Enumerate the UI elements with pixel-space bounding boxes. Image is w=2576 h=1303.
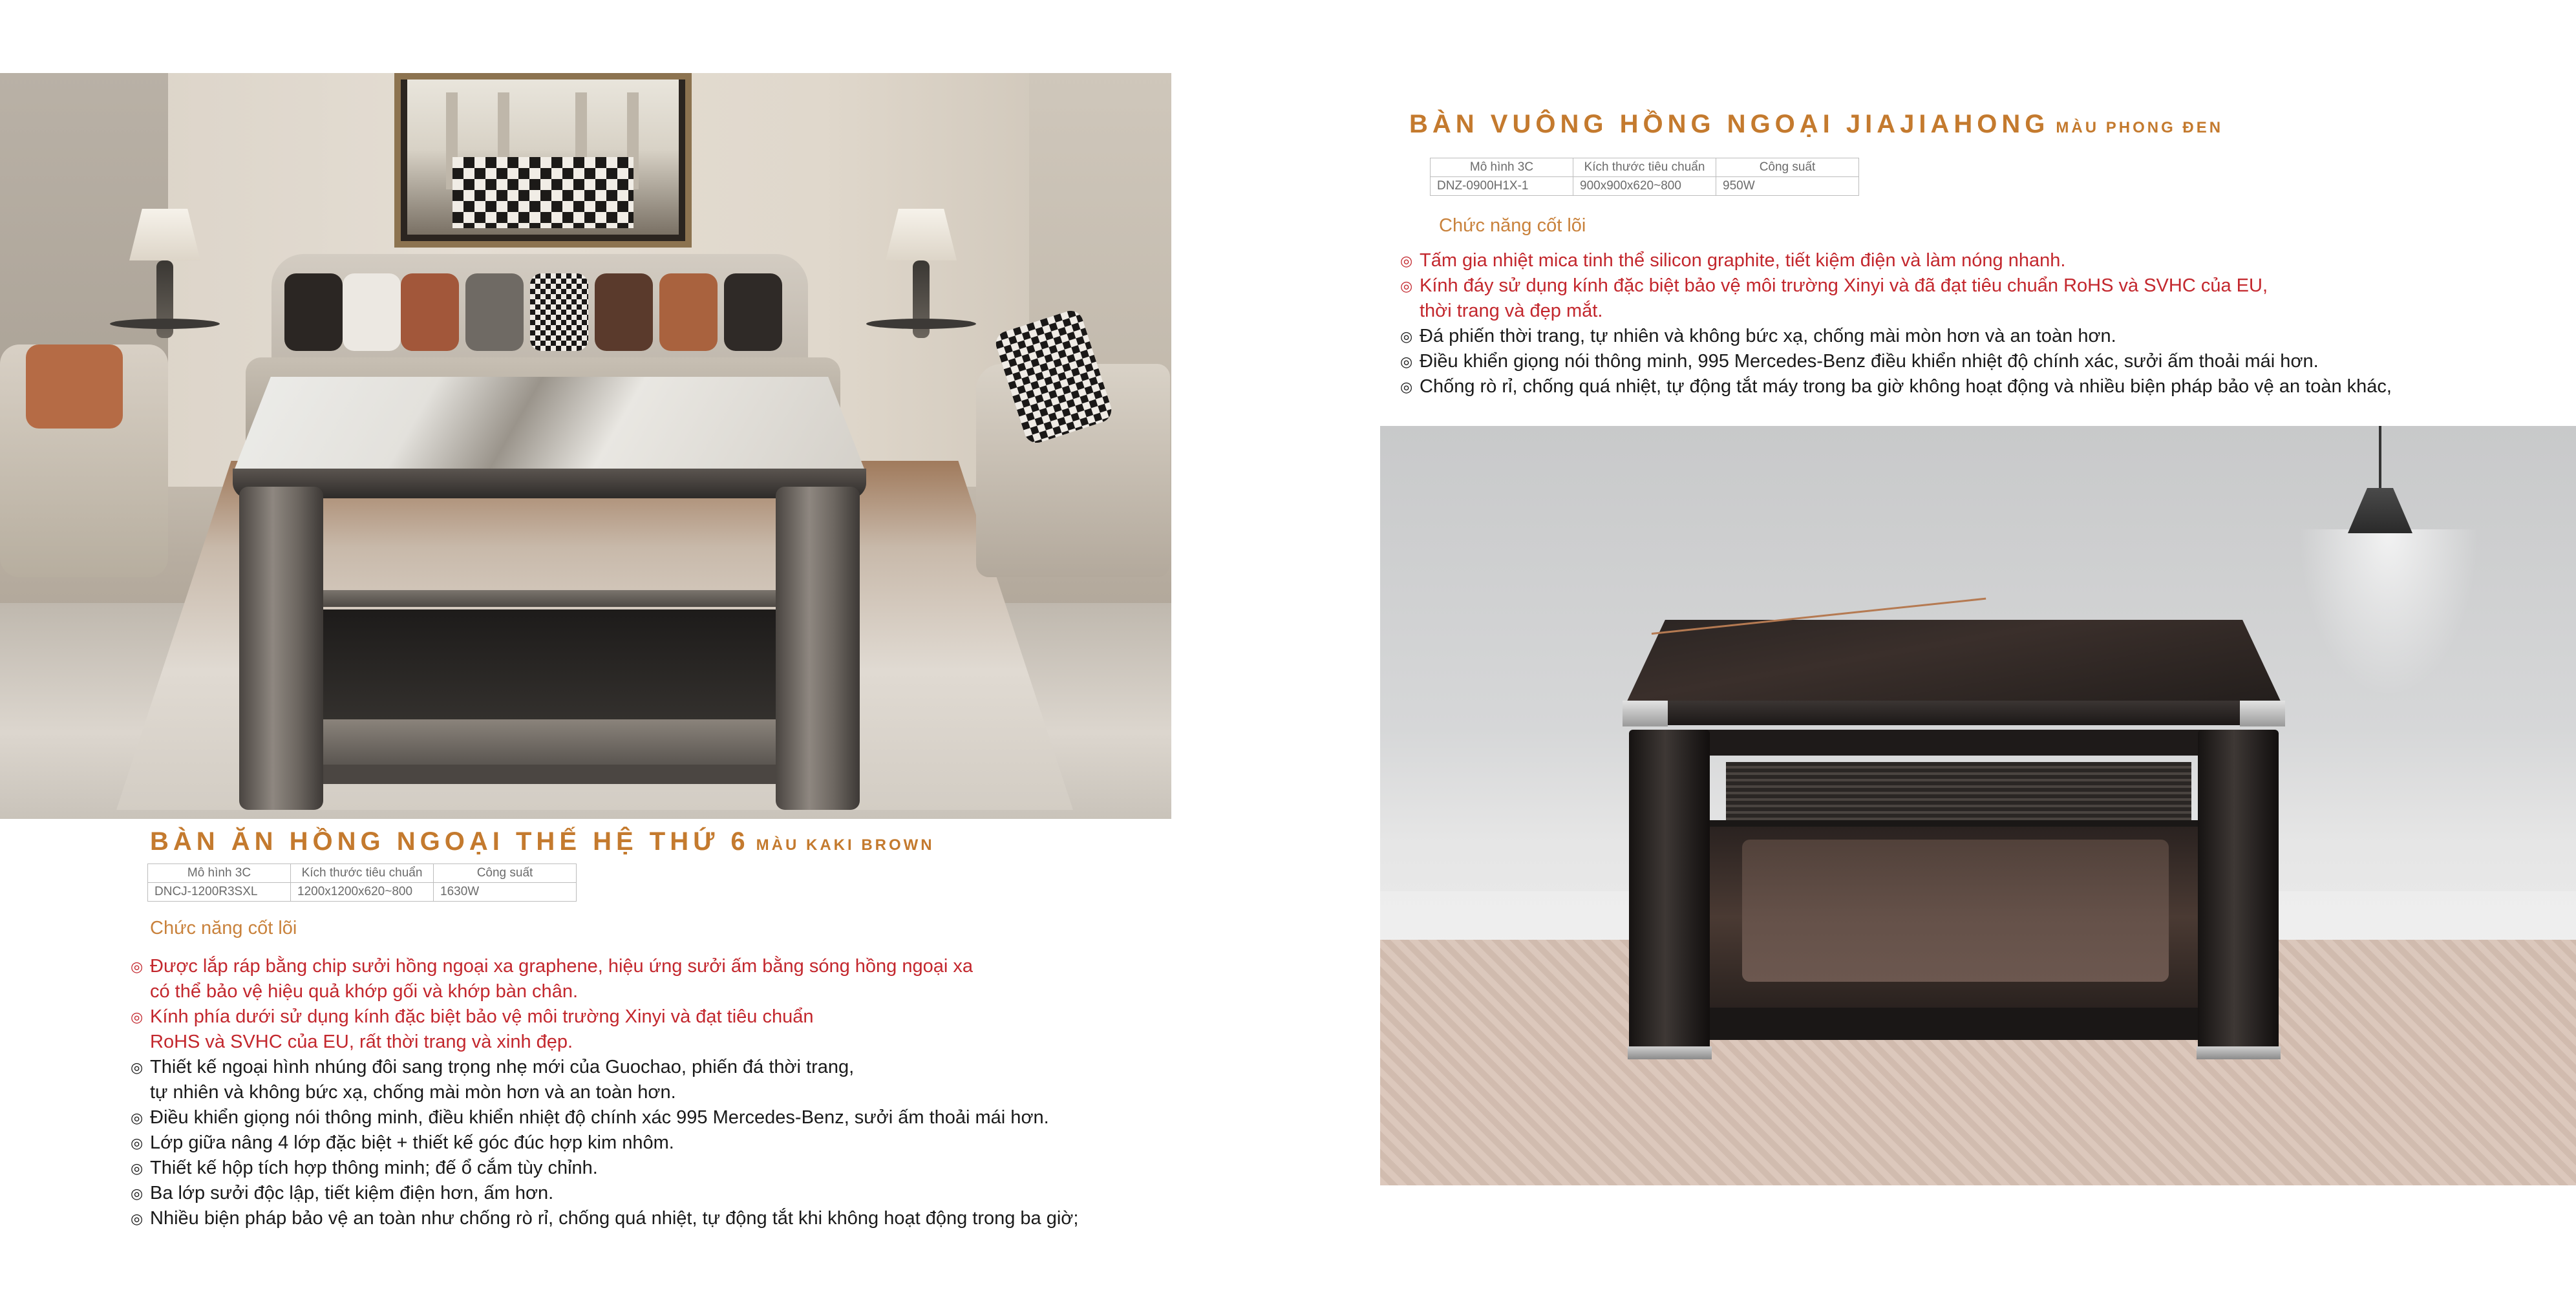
sofa-pillow <box>284 273 343 351</box>
table-rim <box>1623 701 2285 725</box>
left-feature-list <box>131 954 1078 1231</box>
lamp-light-glow <box>2298 529 2479 697</box>
sofa-pillow <box>595 273 653 351</box>
table-leg-left <box>1629 730 1710 1053</box>
right-title-main: BÀN VUÔNG HỒNG NGOẠI JIAJIAHONG <box>1409 110 2050 138</box>
spec-value-row <box>148 883 577 902</box>
table-leg-cap <box>2197 1046 2281 1059</box>
studio-product-photo <box>1380 426 2576 1185</box>
feature-item: ◎ Điều khiển giọng nói thông minh, 995 Mercedes-Benz điều khiển nhiệt độ chính xác, sưởi ấm thoải mái hơn. <box>1400 349 2392 374</box>
table-marble-top <box>233 377 866 474</box>
feature-item: ◎ Thiết kế ngoại hình nhúng đôi sang trọng nhẹ mới của Guochao, phiến đá thời trang, <box>131 1055 1078 1080</box>
table-shelf <box>310 590 789 607</box>
side-table-right <box>866 319 976 329</box>
feature-item: ◎ Kính đáy sử dụng kính đặc biệt bảo vệ môi trường Xinyi và đã đạt tiêu chuẩn RoHS và SVHC của EU, <box>1400 273 2392 299</box>
pendant-lamp <box>2348 488 2412 533</box>
feature-item: ◎ Tấm gia nhiệt mica tinh thể silicon graphite, tiết kiệm điện và làm nóng nhanh. <box>1400 248 2392 273</box>
spec-header-row <box>148 864 577 883</box>
spec-value-model: DNZ-0900H1X-1 <box>1431 177 1573 196</box>
right-spec-table <box>1430 158 1859 196</box>
table-glass-panel <box>310 609 789 719</box>
feature-item: ◎ Điều khiển giọng nói thông minh, điều khiển nhiệt độ chính xác 995 Mercedes-Benz, sưởi ấm thoải mái hơn. <box>131 1105 1078 1130</box>
right-product-title <box>1409 110 2223 139</box>
table-bottom-frame <box>310 719 789 765</box>
spec-header-size: Kích thước tiêu chuẩn <box>291 864 434 883</box>
feature-item-continued: có thể bảo vệ hiệu quả khớp gối và khớp bàn chân. <box>150 981 579 1002</box>
spec-header-power: Công suất <box>434 864 577 883</box>
left-title-color: MÀU KAKI BROWN <box>756 836 935 854</box>
left-title-main: BÀN ĂN HỒNG NGOẠI THẾ HỆ THỨ 6 <box>150 827 750 856</box>
spec-header-model: Mô hình 3C <box>148 864 291 883</box>
spec-value-power: 950W <box>1716 177 1859 196</box>
spec-value-size: 900x900x620~800 <box>1573 177 1716 196</box>
right-section-title: Chức năng cốt lõi <box>1439 215 1586 236</box>
feature-item: ◎ Lớp giữa nâng 4 lớp đặc biệt + thiết kế góc đúc hợp kim nhôm. <box>131 1130 1078 1156</box>
sofa-pillow <box>724 273 782 351</box>
painting-checkered-floor <box>452 157 633 228</box>
feature-item-continued: tự nhiên và không bức xạ, chống mài mòn hơn và an toàn hơn. <box>150 1082 676 1103</box>
table-glass-reflection <box>1742 840 2169 982</box>
spec-value-power: 1630W <box>434 883 577 902</box>
table-base-frame <box>1703 1014 2214 1040</box>
feature-item-continued: RoHS và SVHC của EU, rất thời trang và xinh đẹp. <box>150 1032 573 1052</box>
spec-header-size: Kích thước tiêu chuẩn <box>1573 158 1716 177</box>
spec-value-row <box>1431 177 1859 196</box>
feature-item: ◎ Thiết kế hộp tích hợp thông minh; đế ổ cắm tùy chỉnh. <box>131 1156 1078 1181</box>
wall-painting <box>394 73 692 248</box>
right-feature-list <box>1400 248 2392 399</box>
feature-item-continued: thời trang và đẹp mắt. <box>1420 301 1603 321</box>
sofa-pillow <box>401 273 459 351</box>
feature-item: ◎ Chống rò rỉ, chống quá nhiệt, tự động tắt máy trong ba giờ không hoạt động và nhiều biện pháp bảo vệ an toàn khác, <box>1400 374 2392 399</box>
left-product-title <box>150 827 935 856</box>
table-upper-frame <box>1703 730 2214 756</box>
painting-canvas <box>407 79 679 235</box>
table-leg-left <box>239 487 323 810</box>
table-base-bar <box>291 765 808 784</box>
pendant-lamp-cord <box>2379 426 2381 491</box>
feature-item: ◎ Đá phiến thời trang, tự nhiên và không bức xạ, chống mài mòn hơn và an toàn hơn. <box>1400 324 2392 349</box>
sofa-pillow <box>659 273 718 351</box>
living-room-product-photo <box>0 73 1171 819</box>
armchair-pillow <box>26 344 123 429</box>
feature-item: ◎ Được lắp ráp bằng chip sưởi hồng ngoại xa graphene, hiệu ứng sưởi ấm bằng sóng hồng ngoại xa <box>131 954 1078 979</box>
table-corner-left <box>1623 701 1668 726</box>
table-corner-right <box>2240 701 2285 726</box>
table-slatted-shelf <box>1726 762 2191 820</box>
table-leg-right <box>776 487 860 810</box>
spec-value-model: DNCJ-1200R3SXL <box>148 883 291 902</box>
feature-item: ◎ Kính phía dưới sử dụng kính đặc biệt bảo vệ môi trường Xinyi và đạt tiêu chuẩn <box>131 1004 1078 1030</box>
spec-header-model: Mô hình 3C <box>1431 158 1573 177</box>
spec-header-power: Công suất <box>1716 158 1859 177</box>
spec-value-size: 1200x1200x620~800 <box>291 883 434 902</box>
table-leg-right <box>2198 730 2279 1053</box>
spec-header-row <box>1431 158 1859 177</box>
left-spec-table <box>147 863 577 902</box>
feature-item: ◎ Ba lớp sưởi độc lập, tiết kiệm điện hơn, ấm hơn. <box>131 1181 1078 1206</box>
table-rim <box>233 469 866 498</box>
sofa-pillow <box>343 273 401 351</box>
right-title-color: MÀU PHONG ĐEN <box>2056 119 2224 136</box>
sofa-pillow <box>465 273 524 351</box>
sofa-pillow-houndstooth <box>530 273 588 351</box>
feature-item: ◎ Nhiều biện pháp bảo vệ an toàn như chống rò rỉ, chống quá nhiệt, tự động tắt khi không hoạt động trong ba giờ; <box>131 1206 1078 1231</box>
table-stone-top <box>1626 620 2282 704</box>
table-leg-cap <box>1628 1046 1712 1059</box>
left-section-title: Chức năng cốt lõi <box>150 918 297 938</box>
side-table-left <box>110 319 220 329</box>
